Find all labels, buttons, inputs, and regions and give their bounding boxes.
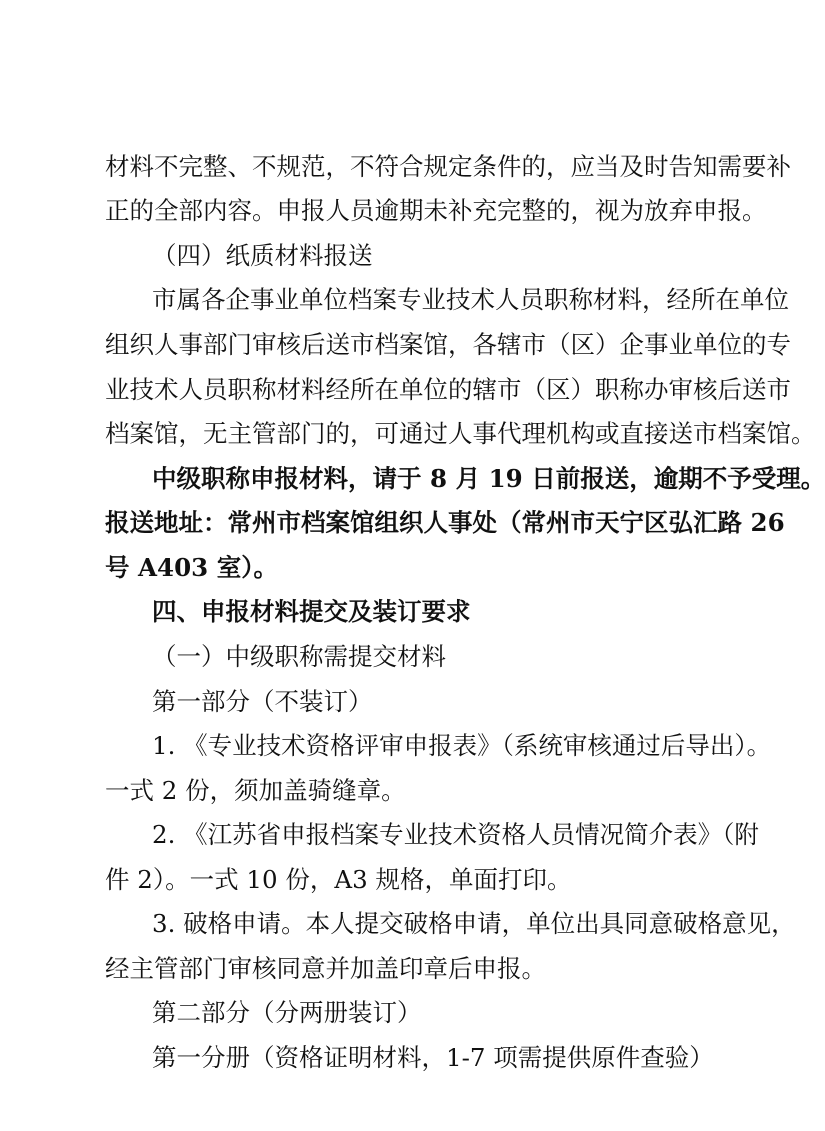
part-heading: 第二部分（分两册装订） — [152, 998, 422, 1027]
list-item-continuation: 经主管部门审核同意并加盖印章后申报。 — [105, 954, 546, 983]
address-line: 报送地址：常州市档案馆组织人事处（常州市天宁区弘汇路 26 — [105, 508, 785, 537]
list-item: 3. 破格申请。本人提交破格申请，单位出具同意破格意见， — [152, 909, 796, 938]
subheading-paper-materials: （四）纸质材料报送 — [152, 241, 373, 270]
paragraph-line: 档案馆，无主管部门的，可通过人事代理机构或直接送市档案馆。 — [105, 419, 816, 448]
volume-heading: 第一分册（资格证明材料，1-7 项需提供原件查验） — [152, 1043, 714, 1072]
list-item-continuation: 件 2）。一式 10 份，A3 规格，单面打印。 — [105, 865, 572, 894]
address-line: 号 A403 室）。 — [105, 553, 278, 582]
paragraph-line: 业技术人员职称材料经所在单位的辖市（区）职称办审核后送市 — [105, 375, 791, 404]
paragraph-line: 材料不完整、不规范，不符合规定条件的，应当及时告知需要补 — [105, 152, 791, 181]
part-heading: 第一部分（不装订） — [152, 687, 373, 716]
list-item-continuation: 一式 2 份，须加盖骑缝章。 — [105, 776, 406, 805]
list-item: 1. 《专业技术资格评审申报表》（系统审核通过后导出）。 — [152, 731, 772, 760]
paragraph-line: 正的全部内容。申报人员逾期未补充完整的，视为放弃申报。 — [105, 196, 767, 225]
paragraph-line: 市属各企事业单位档案专业技术人员职称材料，经所在单位 — [152, 285, 789, 314]
subheading-intermediate-materials: （一）中级职称需提交材料 — [152, 642, 446, 671]
list-item: 2. 《江苏省申报档案专业技术资格人员情况简介表》（附 — [152, 820, 759, 849]
paragraph-line: 组织人事部门审核后送市档案馆，各辖市（区）企事业单位的专 — [105, 330, 791, 359]
deadline-line: 中级职称申报材料，请于 8 月 19 日前报送，逾期不予受理。 — [152, 464, 825, 493]
section-heading: 四、申报材料提交及装订要求 — [152, 597, 471, 626]
